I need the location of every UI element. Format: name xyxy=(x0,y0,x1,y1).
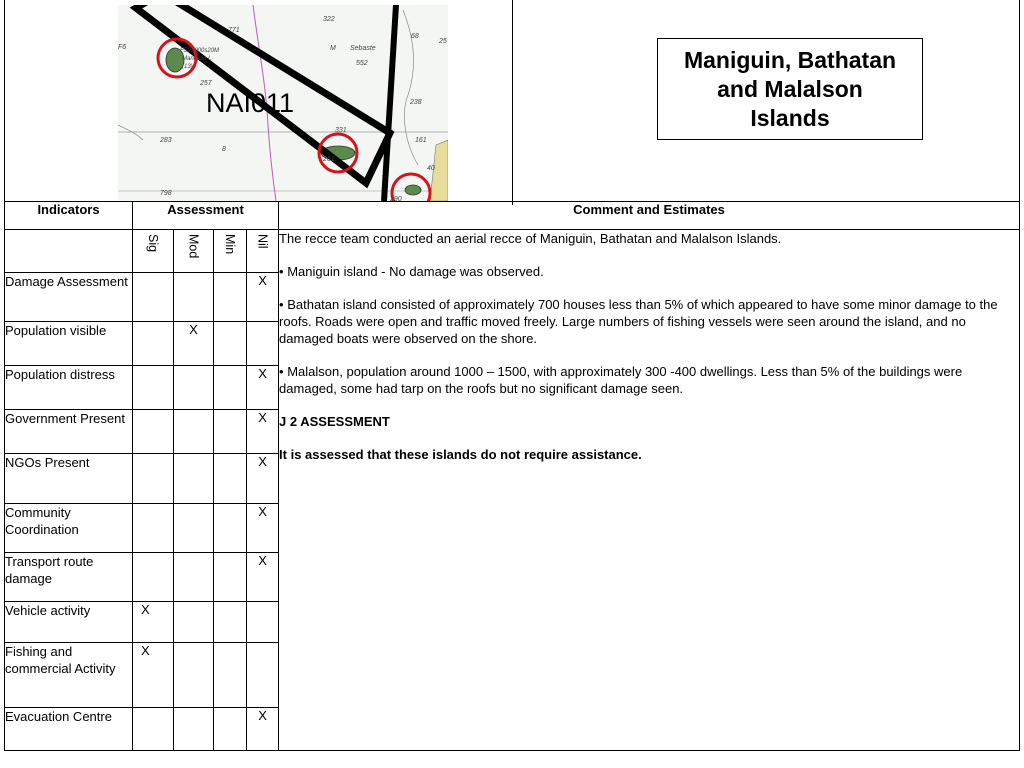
assessment-table xyxy=(4,201,1020,751)
mark-min xyxy=(214,273,247,322)
indicator-label: Vehicle activity xyxy=(5,601,133,642)
mark-nil xyxy=(247,601,279,642)
mark-nil xyxy=(247,642,279,707)
map-sounding: Maniguin I. xyxy=(182,56,212,62)
mark-min xyxy=(214,410,247,454)
mark-mod xyxy=(174,707,214,750)
mark-nil: X xyxy=(247,410,279,454)
map-sounding: 238 xyxy=(410,99,422,106)
indicator-label: Population visible xyxy=(5,322,133,366)
mark-mod xyxy=(174,454,214,503)
map-label: NAI011 xyxy=(206,88,295,118)
mark-min xyxy=(214,503,247,552)
map-sounding: 161 xyxy=(415,137,427,144)
map-sounding: 290 xyxy=(390,196,402,201)
map-sounding: 283 xyxy=(160,137,172,144)
level-header-cell xyxy=(133,230,174,273)
level-nil: Nil xyxy=(255,234,270,249)
route-line xyxy=(384,5,396,201)
indicators-header: Indicators xyxy=(5,202,133,230)
indicator-label: Fishing and commercial Activity xyxy=(5,642,133,707)
mark-min xyxy=(214,322,247,366)
map-sounding: 771 xyxy=(228,27,240,34)
mark-min xyxy=(214,552,247,601)
page-title: Maniguin, Bathatan and Malalson Islands xyxy=(683,46,897,131)
map-sounding: 552 xyxy=(356,60,368,67)
map-sounding: M xyxy=(330,45,336,52)
mark-nil: X xyxy=(247,273,279,322)
mark-min xyxy=(214,601,247,642)
nautical-map xyxy=(118,5,448,201)
header-divider xyxy=(512,0,513,205)
level-header-cell xyxy=(214,230,247,273)
map-coastline xyxy=(118,125,143,140)
mark-nil: X xyxy=(247,552,279,601)
mark-sig xyxy=(133,273,174,322)
map-sounding: 8 xyxy=(222,146,226,153)
indicator-label: Evacuation Centre xyxy=(5,707,133,750)
mark-min xyxy=(214,454,247,503)
indicator-label: Government Present xyxy=(5,410,133,454)
map-graphic xyxy=(118,5,448,201)
indicators-blank-cell xyxy=(5,230,133,273)
map-sounding: 40 xyxy=(427,165,435,172)
mark-mod xyxy=(174,642,214,707)
mark-sig: X xyxy=(133,642,174,707)
mark-mod xyxy=(174,552,214,601)
comment-header: Comment and Estimates xyxy=(279,202,1020,230)
mark-sig xyxy=(133,322,174,366)
level-header-cell xyxy=(247,230,279,273)
level-header-cell xyxy=(174,230,214,273)
mark-mod xyxy=(174,366,214,410)
map-sounding: 331 xyxy=(335,127,347,134)
mark-mod xyxy=(174,601,214,642)
comment-malalson: • Malalson, population around 1000 – 1500, with approximately 300 -400 dwellings. Less than 5% of the buildings were damaged, some had tarp on the roofs but no significant damage seen. xyxy=(279,364,963,397)
mark-sig xyxy=(133,366,174,410)
indicator-label: NGOs Present xyxy=(5,454,133,503)
comment-bathatan: • Bathatan island consisted of approximately 700 houses less than 5% of which appeared to have some minor damage to the roofs. Roads were open and traffic moved freely. Large numbers of fishing vessels were seen around the island, and no damaged boats were observed on the shore. xyxy=(279,297,998,347)
indicator-label: Damage Assessment xyxy=(5,273,133,322)
map-sounding: FS23000s20M xyxy=(180,48,220,54)
mark-sig xyxy=(133,707,174,750)
map-sounding: 261 xyxy=(323,156,335,163)
mark-mod xyxy=(174,273,214,322)
mark-nil xyxy=(247,322,279,366)
map-sounding: 25 xyxy=(439,38,447,45)
mark-mod: X xyxy=(174,322,214,366)
map-sounding: F6 xyxy=(118,44,127,51)
title-box xyxy=(657,38,923,140)
mark-mod xyxy=(174,503,214,552)
mark-sig xyxy=(133,454,174,503)
assessment-header: Assessment xyxy=(133,202,279,230)
indicator-label: Community Coordination xyxy=(5,503,133,552)
assessment-conclusion: It is assessed that these islands do not require assistance. xyxy=(279,447,642,463)
comment-intro: The recce team conducted an aerial recce of Maniguin, Bathatan and Malalson Islands. xyxy=(279,231,782,247)
comment-maniguin: • Maniguin island - No damage was observed. xyxy=(279,264,544,280)
mark-min xyxy=(214,642,247,707)
map-sounding: 68 xyxy=(411,33,419,40)
map-sounding: 257 xyxy=(200,80,212,87)
indicator-label: Population distress xyxy=(5,366,133,410)
mark-mod xyxy=(174,410,214,454)
mark-nil: X xyxy=(247,454,279,503)
mark-min xyxy=(214,707,247,750)
mark-nil: X xyxy=(247,366,279,410)
mark-sig xyxy=(133,410,174,454)
malalson-island xyxy=(405,185,421,195)
mark-sig xyxy=(133,503,174,552)
map-sounding: 322 xyxy=(323,16,335,23)
assessment-heading: J 2 ASSESSMENT xyxy=(279,414,390,430)
mark-sig: X xyxy=(133,601,174,642)
level-sig: Sig xyxy=(146,234,160,253)
map-sounding: 798 xyxy=(160,190,172,197)
comment-cell xyxy=(279,230,1020,751)
map-sounding: (13) xyxy=(182,64,193,70)
mark-nil: X xyxy=(247,707,279,750)
map-sounding: Sebaste xyxy=(350,45,376,52)
indicator-label: Transport route damage xyxy=(5,552,133,601)
mark-sig xyxy=(133,552,174,601)
level-mod: Mod xyxy=(186,234,201,259)
level-min: Min xyxy=(223,234,237,255)
mark-nil: X xyxy=(247,503,279,552)
mark-min xyxy=(214,366,247,410)
